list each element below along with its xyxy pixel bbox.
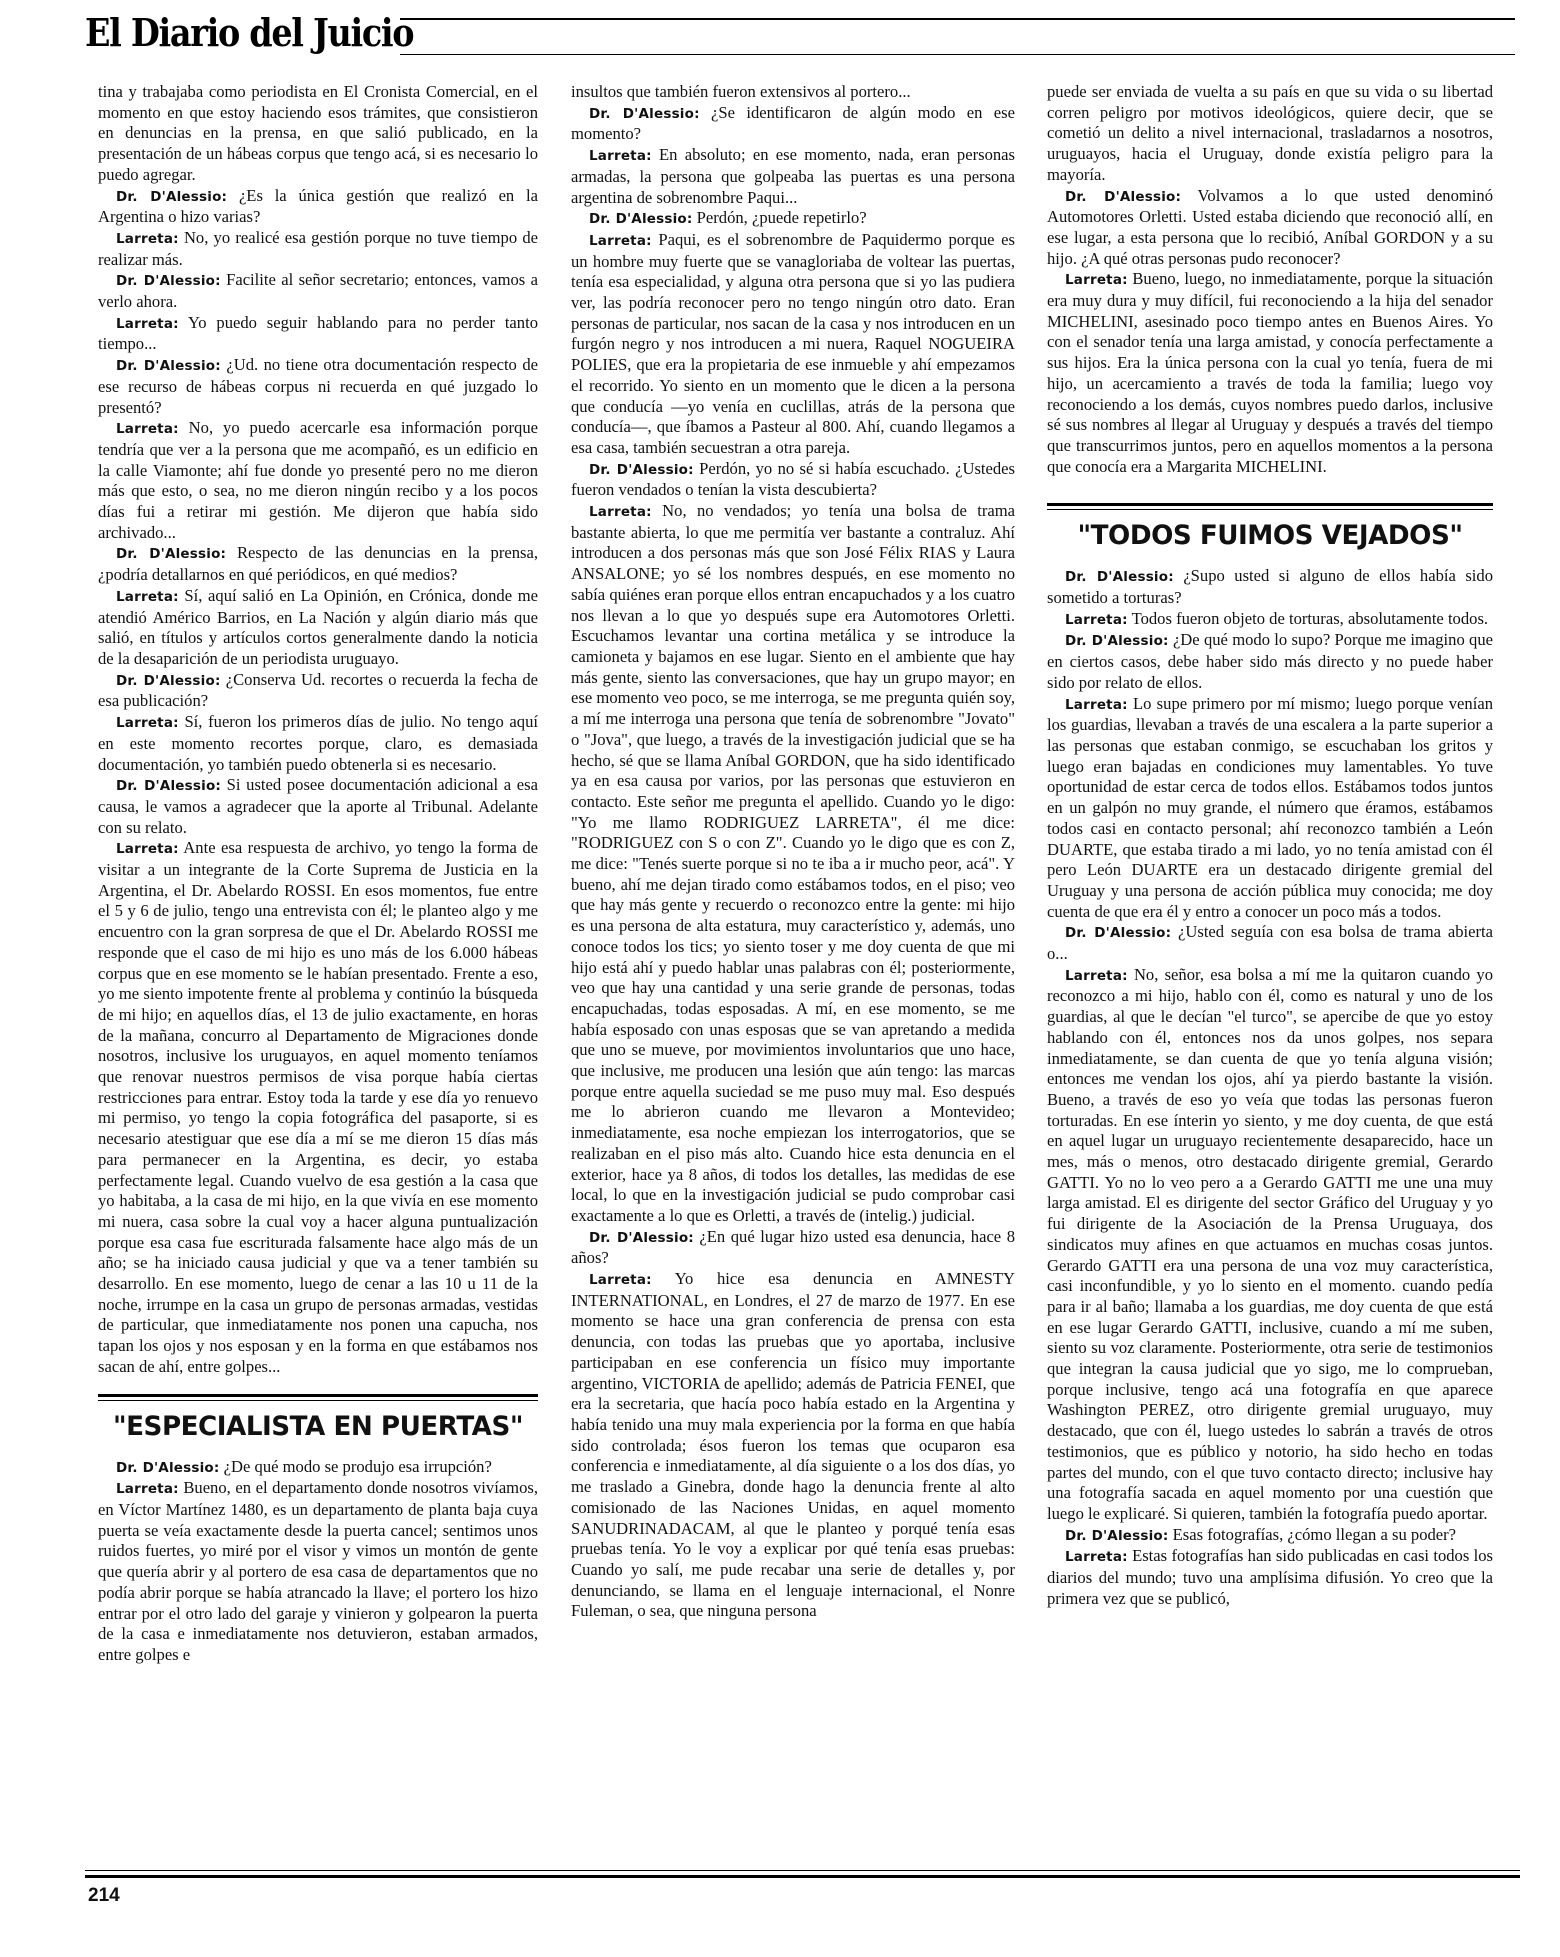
speaker-label: Dr. D'Alessio: [589,1229,694,1246]
paragraph: Dr. D'Alessio: Facilite al señor secretario; entonces, vamos a verlo ahora. [98,270,538,312]
column-3 [1047,82,1493,1610]
speaker-label: Dr. D'Alessio: [589,105,700,122]
speaker-label: Dr. D'Alessio: [116,672,221,689]
paragraph: Dr. D'Alessio: Esas fotografías, ¿cómo llegan a su poder? [1065,1524,1457,1544]
speaker-label: Larreta: [1065,611,1128,628]
paragraph: Larreta: En absoluto; en ese momento, nada, eran personas armadas, la persona que golpeaba las puertas es una persona argentina de sobrenombre Paqui... [571,145,1015,207]
paragraph: Dr. D'Alessio: Respecto de las denuncias en la prensa, ¿podría detallarnos en qué periódicos, en qué medios? [98,543,539,585]
paragraph: Dr. D'Alessio: ¿De qué modo se produjo esa irrupción? [116,1456,492,1476]
speaker-label: Larreta: [116,421,179,438]
paragraph: Larreta: No, yo realicé esa gestión porque no tuve tiempo de realizar más. [98,227,538,269]
page-number: 214 [88,1885,120,1906]
paragraph: tina y trabajaba como periodista en El Cronista Comercial, en el momento en que estoy haciendo esos trámites, que consistieron en denuncias en la prensa, en que salió publicado, en la presentación de un hábeas corpus que tengo acá, si es necesario lo puedo agregar. [98,82,538,184]
speaker-label: Larreta: [589,232,652,249]
speaker-label: Larreta: [589,1272,652,1289]
speaker-label: Larreta: [1065,272,1128,289]
section-heading-block [98,1394,538,1443]
paragraph: puede ser enviada de vuelta a su país en que su vida o su libertad corren peligro por motivos ideológicos, quiere decir, que se cometió un delito a nivel internacional, trasladarnos a nosotros, uruguayos, hacia el Uruguay, donde existía peligro para la mayoría. [1047,82,1493,184]
footer-rule [85,1875,1520,1878]
speaker-label: Dr. D'Alessio: [1065,1527,1169,1544]
column-1 [98,82,538,1666]
paragraph: Larreta: No, no vendados; yo tenía una bolsa de trama bastante abierta, lo que me permitía ver bastante a contraluz. Ahí introducen a dos personas más que son José Félix RIAS y Laura ANSALONE; yo sé los nombres después, en ese momento no sabía quiénes eran porque ellos entran encapuchados y a los cuatro nos llevan a lo que yo después supe era Automotores Orletti. Escuchamos levantar una cortina metálica y se introduce la camioneta y bajamos en ese lugar. Siento en el ambiente que hay más gente, siento las conversaciones, que hay un grupo mayor; en ese momento veo poco, se me interroga, se me pregunta quién soy, a mí me interroga una persona que tenía de sobrenombre "Jovato" o "Jova", que luego, a través de la investigación judicial que se ha hecho, sé que se llama Aníbal GORDON, que ha sido identificado ya en esa causa por varios, por las personas que estuvieron en contacto. Este señor me pregunta el apellido. Cuando yo le digo: "Yo me llamo RODRIGUEZ LARRETA", él me dice: "RODRIGUEZ con S o con Z". Cuando yo le digo que es con Z, me dice: "Tenés suerte porque si no te iba a ir mucho peor, acá". Y bueno, ahí me dejan tirado como estábamos todos, en el piso; veo que hay más gente y recuerdo o reconozco entre la gente: mi hijo es una persona de alta estatura, muy característico y, además, uno conoce todos los tics; yo siento toser y me doy cuenta de que mi hijo está ahí y puedo hablar unas palabras con él; posteriormente, veo que hay una cantidad y una serie grande de personas, todas encapuchadas, todas esposadas. A mí, en ese momento, se me había esposado con unas esposas que se van apretando a medida que uno se mueve, por movimientos involuntarios que uno hace, que inclusive, me producen una lesión que aún tengo: las marcas porque entre aquella suciedad se me puso muy mal. Eso después me lo abrieron cuando me llevaron a Montevideo; inmediatamente, esa noche empiezan los interrogatorios, que se realizaban en el piso más alto. Cuando hice esta denuncia en el exterior, hace ya 8 años, di todos los detalles, las medidas de ese local, lo que en la investigación judicial se pudo comprobar casi exactamente a lo que es Orletti, a través de (intelig.) judicial. [571,501,1015,1225]
speaker-label: Dr. D'Alessio: [589,211,693,228]
paragraph: Dr. D'Alessio: ¿Es la única gestión que realizó en la Argentina o hizo varias? [98,185,538,227]
section-rule [1047,503,1493,506]
paragraph: Dr. D'Alessio: Perdón, yo no sé si había escuchado. ¿Ustedes fueron vendados o tenían la vista descubierta? [571,458,1015,500]
speaker-label: Larreta: [589,504,652,521]
speaker-label: Dr. D'Alessio: [589,461,694,478]
speaker-label: Larreta: [1065,696,1128,713]
footer-rule-thin [85,1870,1520,1871]
paragraph: Larreta: Sí, fueron los primeros días de julio. No tengo aquí en este momento recortes porque, claro, es demasiada documentación, yo también puedo obtenerla si es necesario. [98,712,538,774]
speaker-label: Larreta: [589,148,652,165]
masthead: El Diario del Juicio [85,10,414,55]
speaker-label: Dr. D'Alessio: [116,778,222,795]
paragraph: Dr. D'Alessio: Perdón, ¿puede repetirlo? [589,208,867,228]
paragraph: Larreta: Lo supe primero por mí mismo; luego porque venían los guardias, llevaban a través de una escalera a la parte superior a las personas que estaban conmigo, se escuchaban los gritos y luego eran bajadas en condiciones muy lamentables. Yo tuve oportunidad de estar cerca de todos ellos. Estábamos todos juntos en un galpón no muy grande, el número que éramos, estábamos todos casi en contacto personal; ahí reconozco también a León DUARTE, que estaba tirado a mi lado, yo no tenía amistad con él pero León DUARTE era un destacado dirigente gremial del Uruguay y una persona de acción pública muy conocida; me doy cuenta de que era él y entro a conocer un poco más a todos. [1047,693,1493,921]
speaker-label: Larreta: [1065,1549,1128,1566]
section-rule [98,1394,538,1397]
section-rule-thin [1047,509,1493,510]
speaker-label: Larreta: [116,1481,179,1498]
speaker-label: Dr. D'Alessio: [116,358,221,375]
paragraph: Dr. D'Alessio: ¿Se identificaron de algún modo en ese momento? [571,102,1015,144]
paragraph: Dr. D'Alessio: ¿Supo usted si alguno de ellos había sido sometido a torturas? [1047,566,1493,608]
speaker-label: Larreta: [116,230,179,247]
paragraph: Dr. D'Alessio: ¿De qué modo lo supo? Porque me imagino que en ciertos casos, debe haber sido más directo y no puede haber sido por relato de ellos. [1047,630,1493,692]
column-2 [571,82,1015,1622]
paragraph: Larreta: Sí, aquí salió en La Opinión, en Crónica, donde me atendió Américo Barrios, en La Nación y algún diario más que salió, en títulos y artículos cortos generalmente dando la noticia de la desaparición de un periodista uruguayo. [98,585,538,668]
paragraph: Dr. D'Alessio: Si usted posee documentación adicional a esa causa, le vamos a agradecer que la aporte al Tribunal. Adelante con su relato. [98,775,538,837]
speaker-label: Dr. D'Alessio: [1065,925,1172,942]
speaker-label: Dr. D'Alessio: [1065,569,1174,586]
speaker-label: Dr. D'Alessio: [116,1459,220,1476]
paragraph: Larreta: Bueno, luego, no inmediatamente, porque la situación era muy dura y muy difícil, fui reconociendo a la hija del senador MICHELINI, asesinado poco tiempo antes en Buenos Aires. Yo con el senador tenía una larga amistad, y conocía perfectamente a sus hijos. Era la única persona con la cual yo tenía, fuera de mi hijo, un acercamiento a través de toda la familia; luego voy reconociendo a los demás, cuyos nombres puedo darlos, inclusive sé sus nombres al llegar al Uruguay y después a través del tiempo que transcurrimos juntos, pero en aquellos momentos a la persona que conocía era a Margarita MICHELINI. [1047,269,1493,476]
paragraph: Larreta: Bueno, en el departamento donde nosotros vivíamos, en Víctor Martínez 1480, es un departamento de planta baja cuya puerta se veía exactamente desde la puerta cancel; sentimos unos ruidos fuertes, yo miré por el visor y vimos un montón de gente que quería abrir y al portero de esa casa de departamentos que no podía abrir porque se había atrancado la llave; el portero los hizo entrar por el otro lado del garaje y vinieron y golpearon la puerta de la casa e inmediatamente nos detuvieron, estaban armados, entre golpes e [98,1478,538,1664]
paragraph: Larreta: Todos fueron objeto de torturas, absolutamente todos. [1065,608,1489,628]
paragraph: insultos que también fueron extensivos al portero... [571,82,911,101]
paragraph: Larreta: Yo hice esa denuncia en AMNESTY INTERNATIONAL, en Londres, el 27 de marzo de 1977. En ese momento se hace una gran conferencia de prensa con esta denuncia, con todas las pruebas que yo aportaba, inclusive participaban en ese conferencia un físico muy importante argentino, VICTORIA de apellido; además de Patricia FENEI, que era la secretaria, que hacía poco había estado en la Argentina y había tenido una muy mala experiencia por la forma en que había sido controlada; ésos fueron los temas que ocuparon esa conferencia e inmediatamente, al día siguiente o a los dos días, yo me traslado a Ginebra, donde hago la denuncia frente al alto comisionado de las Naciones Unidas, en aquel momento SANUDRINADACAM, al que le planteo y porqué tenía esas pruebas tenía. Yo le voy a explicar por qué tenía esas pruebas: Cuando yo salí, me pude recabar una serie de detalles y, por denunciando, se llama en el lenguaje internacional, el Nonre Fuleman, o sea, que ninguna persona [571,1269,1015,1621]
section-heading: "ESPECIALISTA EN PUERTAS" [112,1410,523,1442]
paragraph: Larreta: No, señor, esa bolsa a mí me la quitaron cuando yo reconozco a mi hijo, hablo con él, como es natural y uno de los guardias, al que le decían "el turco", se apercibe de que yo estoy hablando con él, entonces nos da unos golpes, nos separa inmediatamente, se dan cuenta de que yo tenía alguna visión; entonces me vendan los ojos, ahí ya pierdo bastante la visión. Bueno, a través de eso yo veía que todas las personas fueron torturadas. En ese ínterin yo siento, y me doy cuenta, de que está en aquel lugar un uruguayo recientemente desaparecido, hace un mes, más o menos, otro destacado dirigente gremial, Gerardo GATTI. Yo no lo veo pero a a Gerardo GATTI me une una muy larga amistad. El es dirigente del sector Gráfico del Uruguay y yo fui dirigente de la Asociación de la Prensa Uruguaya, dos sindicatos muy afines en que actuamos en muchas cosas juntos. Gerardo GATTI era una persona de una voz muy característica, casi inconfundible, y yo lo siento en el momento. cuando pedía para ir al baño; llamaba a los guardias, me doy cuenta de que está en ese lugar Gerardo GATTI, inclusive, cuando a mí me suben, siento su voz claramente. Posteriormente, otra serie de testimonios que integran la causa judicial que yo sigo, me lo comprueban, porque inclusive, tengo acá una fotografía en que aparece Washington PEREZ, otro dirigente gremial uruguayo, muy destacado, que con él, luego ustedes lo sabrán a través de otros testimonios, que es público y notorio, ha sido hecho en todas partes del mundo, con el que tuvo contacto directo; inclusive hay una fotografía sacada en aquel momento por una cuestión que luego le explicaré. Si quieren, también la fotografía puedo aportar. [1047,964,1493,1523]
speaker-label: Larreta: [116,841,179,858]
speaker-label: Dr. D'Alessio: [116,546,227,563]
header-rule [400,18,1515,20]
paragraph: Larreta: Paqui, es el sobrenombre de Paquidermo porque es un hombre muy fuerte que se vanagloriaba de voltear las puertas, tenía esa especialidad, y alguna otra persona que si yo las pudiera ver, las podría reconocer pero no tengo ningún otro dato. Eran personas de particular, nos sacan de la casa y nos introducen en un furgón negro y nos introducen a mi nuera, Raquel NOGUEIRA POLIES, que era la propietaria de ese inmueble y ahí empezamos el recorrido. Yo siento en un momento que le dicen a la persona que conducía —yo venía en cuclillas, atrás de la persona que conducía—, que íbamos a Pasteur al 800. Ahí, cuando llegamos a esa casa, también secuestran a otra pareja. [571,229,1015,457]
section-rule-thin [98,1400,538,1401]
speaker-label: Larreta: [1065,967,1128,984]
speaker-label: Dr. D'Alessio: [1065,633,1169,650]
paragraph: Larreta: Yo puedo seguir hablando para no perder tanto tiempo... [98,312,538,354]
speaker-label: Dr. D'Alessio: [1065,188,1182,205]
section-heading-block [1047,503,1493,552]
paragraph: Larreta: Ante esa respuesta de archivo, yo tengo la forma de visitar a un integrante de la Corte Suprema de Justicia en la Argentina, el Dr. Abelardo ROSSI. En esos momentos, fue entre el 5 y 6 de julio, tengo una entrevista con él; le planteo algo y me encuentro con la gran sorpresa de que el Dr. Abelardo ROSSI me responde que el caso de mi hijo es uno más de los 6.000 hábeas corpus que en ese momento se le habían presentado. Frente a eso, yo me siento impotente frente al problema y continúo la búsqueda de mi hijo; en aquellos días, el 13 de julio exactamente, en horas de la mañana, concurro al Departamento de Migraciones donde nosotros, inclusive los uruguayos, en aquel momento teníamos que renovar nuestros permisos de visa porque había ciertas restricciones para entrar. Estoy toda la tarde y ese día yo renuevo mi permiso, yo tengo la copia fotográfica del pasaporte, si es necesario atestiguar que ese día a mí se me dieron 15 días más para permanecer en la Argentina, es decir, yo estaba perfectamente legal. Cuando vuelvo de esa gestión a la casa que yo habitaba, a la casa de mi hijo, en la que vivía en ese momento mi nuera, casa sobre la cual voy a hacer alguna puntualización porque esa casa fue escriturada falsamente hace algo más de un año; se ha iniciado causa judicial y que va a tener también su desarrollo. En ese momento, luego de cenar a las 10 u 11 de la noche, irrumpe en la casa un grupo de personas armadas, vestidas de particular, que inmediatamente nos ponen una capucha, nos tapan los ojos y nos esposan y en la forma en que estábamos nos sacan de ahí, entre golpes... [98,838,538,1376]
paragraph: Dr. D'Alessio: Volvamos a lo que usted denominó Automotores Orletti. Usted estaba diciendo que reconoció allí, en ese lugar, a esta persona que lo recibió, Aníbal GORDON y a su hijo. ¿A qué otras personas pudo reconocer? [1047,185,1493,268]
speaker-label: Dr. D'Alessio: [116,273,221,290]
paragraph: Larreta: Estas fotografías han sido publicadas en casi todos los diarios del mundo; tuvo una amplísima difusión. Yo creo que la primera vez que se publicó, [1047,1546,1493,1608]
paragraph: Dr. D'Alessio: ¿Conserva Ud. recortes o recuerda la fecha de esa publicación? [98,669,539,711]
header-rule-thin [400,54,1515,55]
speaker-label: Larreta: [116,315,179,332]
speaker-label: Dr. D'Alessio: [116,188,228,205]
speaker-label: Larreta: [116,588,179,605]
paragraph: Dr. D'Alessio: ¿Usted seguía con esa bolsa de trama abierta o... [1047,922,1493,964]
paragraph: Larreta: No, yo puedo acercarle esa información porque tendría que ver a la persona que me acompañó, es un edificio en la calle Viamonte; ahí fue donde yo presenté pero no me dieron más que esto, o sea, no me dieron ningún recibo y a los pocos días fui a retirar mi gestión. Me dijeron que había sido archivado... [98,418,538,542]
speaker-label: Larreta: [116,715,179,732]
section-heading: "TODOS FUIMOS VEJADOS" [1077,520,1463,552]
paragraph: Dr. D'Alessio: ¿En qué lugar hizo usted esa denuncia, hace 8 años? [571,1226,1015,1268]
paragraph: Dr. D'Alessio: ¿Ud. no tiene otra documentación respecto de ese recurso de hábeas corpus ni recuerda en qué juzgado lo presentó? [98,355,538,417]
